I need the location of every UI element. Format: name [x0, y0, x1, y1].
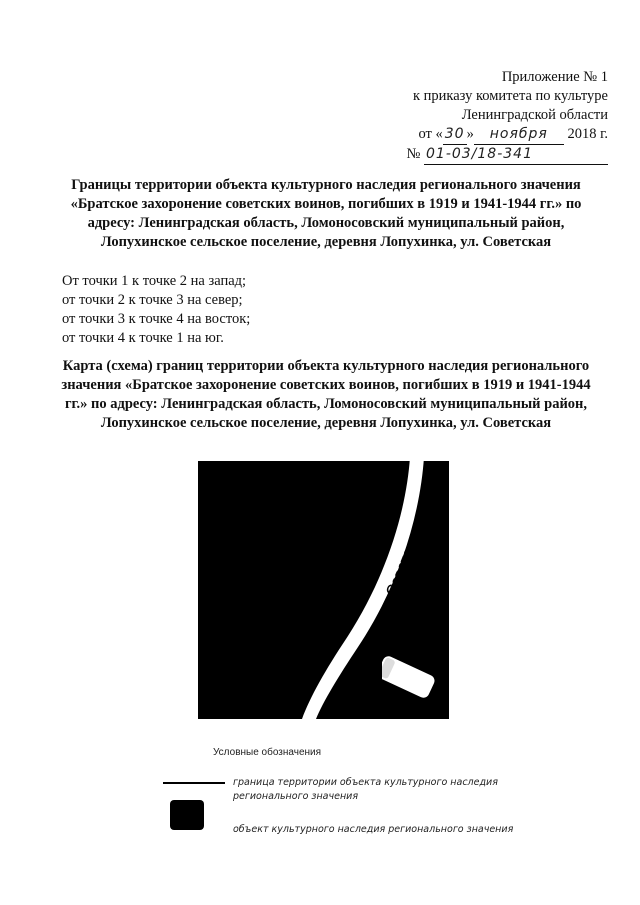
legend-boundary-label: граница территории объекта культурного наследия регионального значения — [233, 777, 498, 802]
number-value: 01-03/18-341 — [424, 145, 608, 165]
street-label: Советская ул. — [382, 502, 435, 599]
direction-item: от точки 4 к точке 1 на юг. — [62, 330, 224, 346]
appendix-title: Приложение № 1 — [501, 69, 608, 85]
date-day: 30 — [443, 125, 467, 145]
appendix-date — [348, 125, 608, 145]
appendix-region: Ленинградской области — [461, 107, 608, 123]
boundary-map — [198, 457, 449, 719]
appendix-number — [348, 145, 608, 165]
direction-item: от точки 3 к точке 4 на восток; — [62, 311, 251, 327]
legend-object-box-icon — [170, 800, 204, 830]
date-prefix: от « — [418, 126, 443, 142]
legend-object-label: объект культурного наследия регионального значения — [233, 824, 514, 835]
date-year: 2018 г. — [567, 126, 608, 142]
date-month: ноября — [474, 125, 564, 145]
map-title: Карта (схема) границ территории объекта культурного наследия регионального значения «Братское захоронение советских воинов, погибших в 1919 и 1941-1944 гг.» по адресу: Ленинградская область, Ломоносовский муниципальный район, Лопухинское сельское поселение, деревня Лопухинка, ул. Советская — [61, 358, 591, 431]
appendix-block — [348, 68, 608, 165]
number-sign: № — [406, 146, 421, 162]
document-title: Границы территории объекта культурного наследия регионального значения «Братское захоронение советских воинов, погибших в 1919 и 1941-1944 гг.» по адресу: Ленинградская область, Ломоносовский муниципальный район, Лопухинское сельское поселение, деревня Лопухинка, ул. Советская — [70, 177, 582, 250]
direction-item: От точки 1 к точке 2 на запад; — [62, 273, 247, 289]
boundary-directions — [62, 272, 250, 348]
map-canvas — [198, 457, 449, 719]
object-shadow — [368, 657, 382, 679]
legend-title: Условные обозначения — [213, 747, 322, 758]
date-mid: » — [466, 126, 474, 142]
appendix-order-ref: к приказу комитета по культуре — [412, 88, 608, 104]
direction-item: от точки 2 к точке 3 на север; — [62, 292, 243, 308]
legend-boundary-line-icon — [163, 782, 225, 784]
